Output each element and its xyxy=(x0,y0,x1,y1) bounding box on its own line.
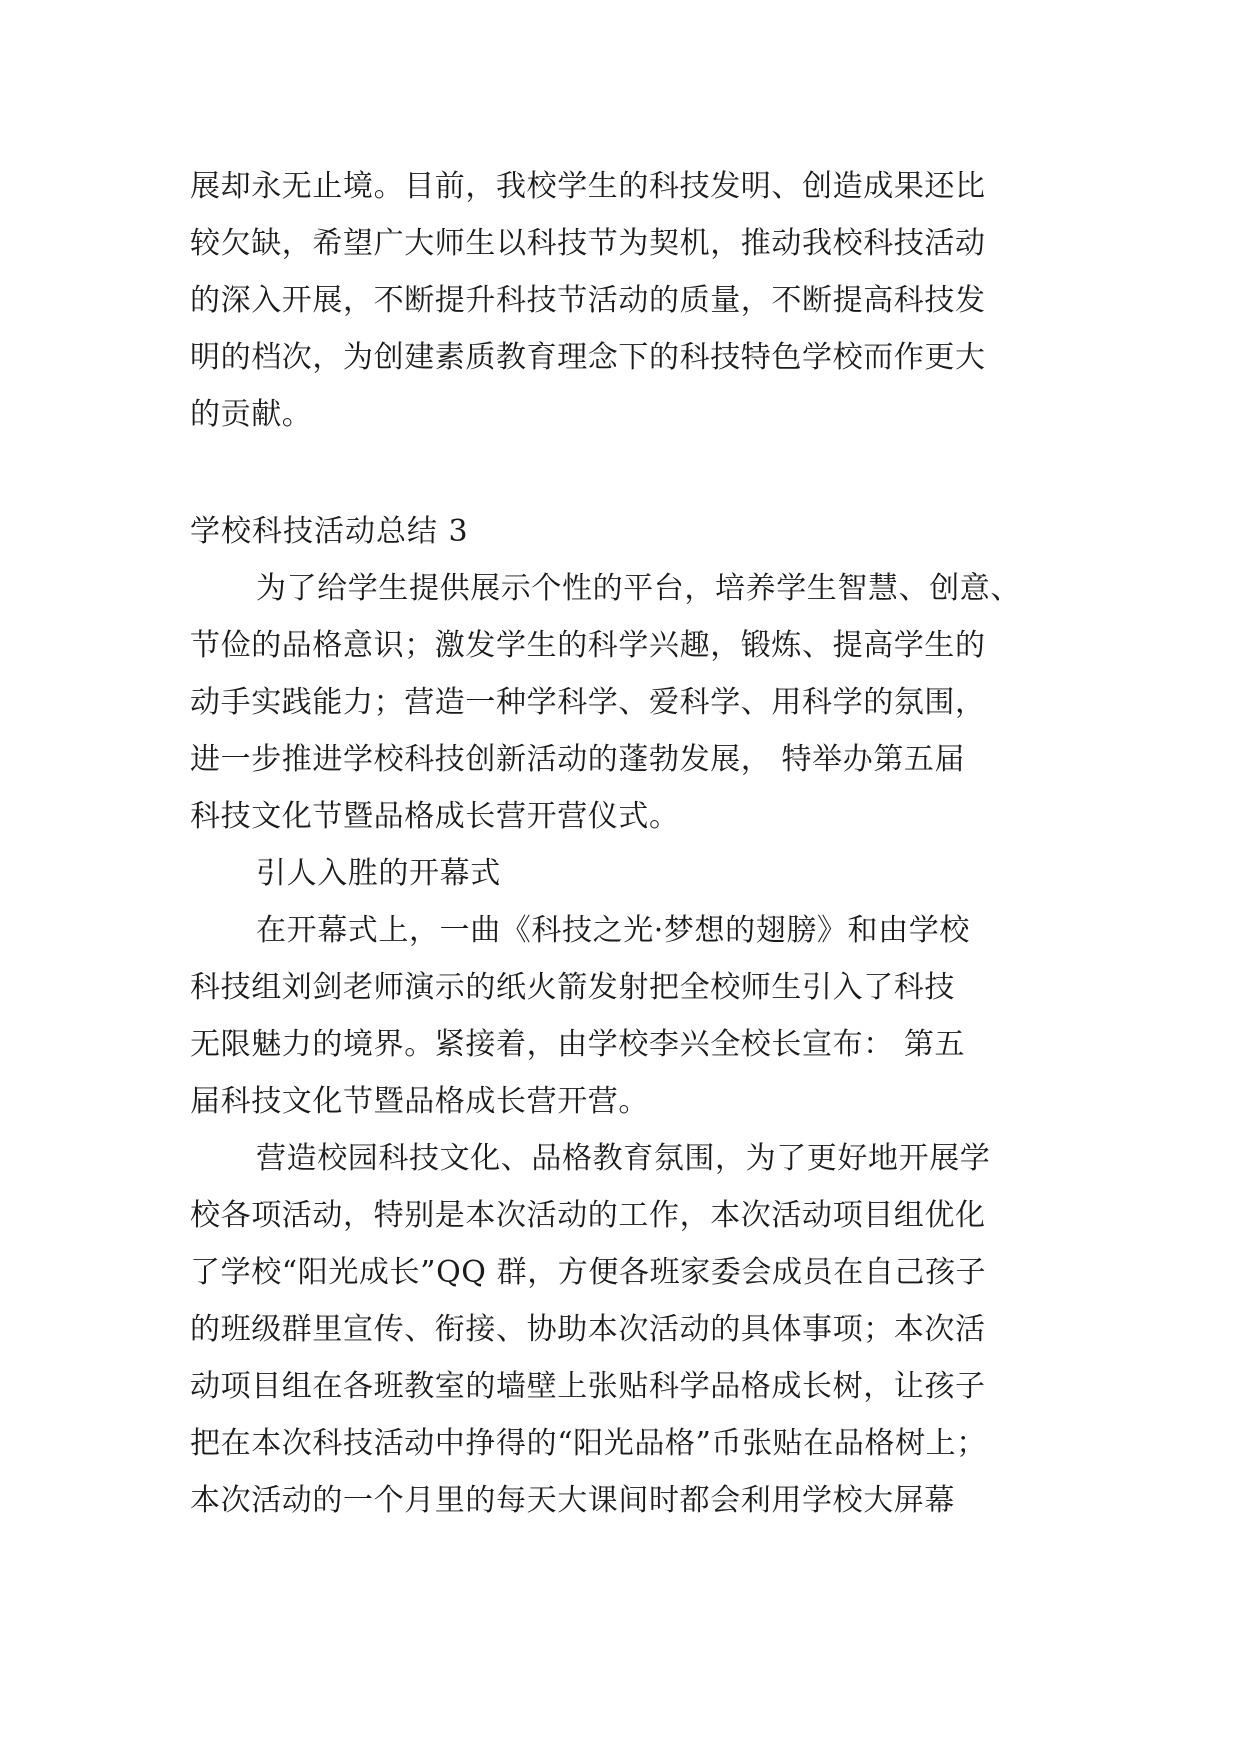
text-line: 进一步推进学校科技创新活动的蓬勃发展， 特举办第五届 xyxy=(190,742,966,777)
text-line: 的贡献。 xyxy=(190,397,313,432)
text-line: 把在本次科技活动中挣得的“阳光品格”币张贴在品格树上； xyxy=(190,1426,987,1461)
text-line: 届科技文化节暨品格成长营开营。 xyxy=(190,1084,649,1119)
subheading: 引人入胜的开幕式 xyxy=(256,856,501,891)
text-line: 了学校“阳光成长”QQ 群，方便各班家委会成员在自己孩子 xyxy=(190,1255,987,1290)
text-line: 明的档次，为创建素质教育理念下的科技特色学校而作更大 xyxy=(190,340,986,375)
section-title: 学校科技活动总结 3 xyxy=(190,514,469,549)
text-line: 较欠缺，希望广大师生以科技节为契机，推动我校科技活动 xyxy=(190,226,986,261)
text-line: 动手实践能力；营造一种学科学、爱科学、用科学的氛围， xyxy=(190,685,986,720)
text-line: 展却永无止境。目前，我校学生的科技发明、创造成果还比 xyxy=(190,169,986,204)
text-line: 在开幕式上，一曲《科技之光·梦想的翅膀》和由学校 xyxy=(256,913,970,948)
text-line: 的深入开展，不断提升科技节活动的质量，不断提高科技发 xyxy=(190,283,986,318)
text-line: 动项目组在各班教室的墙壁上张贴科学品格成长树，让孩子 xyxy=(190,1369,986,1404)
text-line: 为了给学生提供展示个性的平台，培养学生智慧、创意、 xyxy=(256,571,1021,606)
text-line: 校各项活动，特别是本次活动的工作，本次活动项目组优化 xyxy=(190,1198,986,1233)
text-line: 营造校园科技文化、品格教育氛围，为了更好地开展学 xyxy=(256,1141,991,1176)
text-line: 的班级群里宣传、衔接、协助本次活动的具体事项；本次活 xyxy=(190,1312,986,1347)
text-line: 节俭的品格意识；激发学生的科学兴趣，锻炼、提高学生的 xyxy=(190,628,986,663)
text-line: 科技组刘剑老师演示的纸火箭发射把全校师生引入了科技 xyxy=(190,970,955,1005)
text-line: 本次活动的一个月里的每天大课间时都会利用学校大屏幕 xyxy=(190,1483,955,1518)
text-line: 无限魅力的境界。紧接着，由学校李兴全校长宣布： 第五 xyxy=(190,1027,966,1062)
text-line: 科技文化节暨品格成长营开营仪式。 xyxy=(190,799,680,834)
